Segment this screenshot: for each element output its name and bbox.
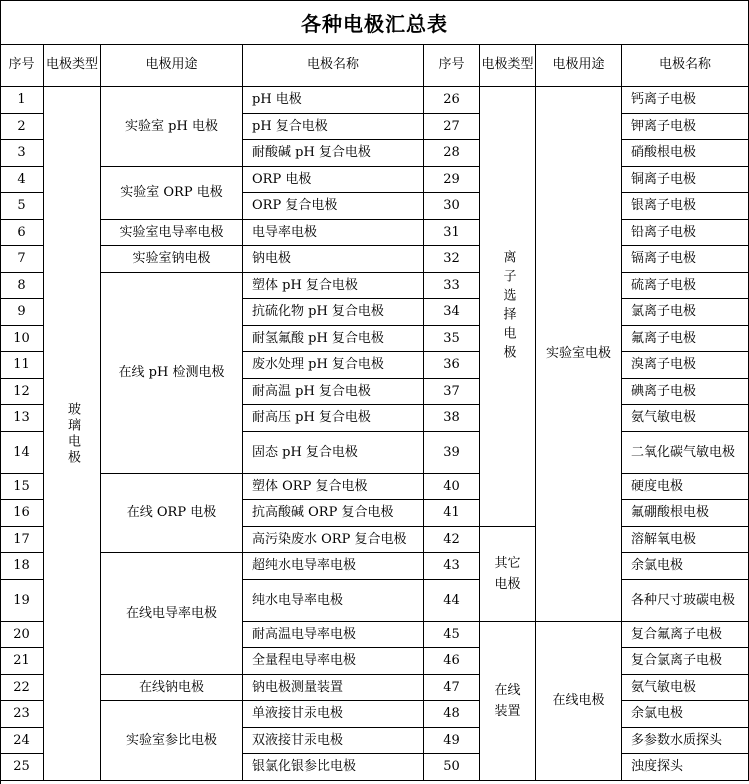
- right-serial-cell: 27: [424, 114, 480, 140]
- left-electrode-name-cell: 超纯水电导率电极: [243, 553, 424, 580]
- left-electrode-name-cell: pH 电极: [243, 87, 424, 114]
- left-serial-cell: 7: [0, 246, 44, 273]
- right-serial-cell: 33: [424, 273, 480, 299]
- right-serial-cell: 50: [424, 754, 480, 781]
- right-serial-cell: 34: [424, 299, 480, 326]
- right-electrode-name-cell: 硫离子电极: [622, 273, 749, 299]
- left-electrode-type-label: 玻璃电极: [65, 401, 80, 466]
- left-electrode-name-cell: 高污染废水 ORP 复合电极: [243, 527, 424, 553]
- right-serial-cell: 49: [424, 728, 480, 754]
- left-serial-cell: 18: [0, 553, 44, 580]
- column-header: 电极名称: [243, 44, 424, 87]
- right-electrode-name-cell: 银离子电极: [622, 193, 749, 220]
- right-serial-cell: 40: [424, 474, 480, 500]
- left-electrode-name-cell: 固态 pH 复合电极: [243, 432, 424, 474]
- left-electrode-use-cell: 实验室 pH 电极: [101, 87, 243, 167]
- right-serial-cell: 37: [424, 379, 480, 405]
- left-electrode-name-cell: pH 复合电极: [243, 114, 424, 140]
- left-serial-cell: 11: [0, 352, 44, 379]
- right-electrode-name-cell: 氟硼酸根电极: [622, 500, 749, 527]
- column-header: 电极类型: [44, 44, 101, 87]
- left-electrode-name-cell: 纯水电导率电极: [243, 580, 424, 622]
- right-electrode-type-cell: [480, 622, 536, 781]
- left-electrode-name-cell: 全量程电导率电极: [243, 648, 424, 675]
- right-electrode-type-cell: [480, 527, 536, 622]
- left-serial-cell: 14: [0, 432, 44, 474]
- left-electrode-use-cell: 实验室参比电极: [101, 701, 243, 781]
- left-electrode-use-cell: 在线电导率电极: [101, 553, 243, 675]
- left-electrode-name-cell: 银氯化银参比电极: [243, 754, 424, 781]
- right-electrode-name-cell: 镉离子电极: [622, 246, 749, 273]
- right-serial-cell: 47: [424, 675, 480, 701]
- page-title: 各种电极汇总表: [0, 0, 749, 44]
- left-serial-cell: 10: [0, 326, 44, 352]
- left-serial-cell: 23: [0, 701, 44, 728]
- left-serial-cell: 4: [0, 167, 44, 193]
- left-serial-cell: 12: [0, 379, 44, 405]
- left-electrode-use-cell: 在线 pH 检测电极: [101, 273, 243, 474]
- left-electrode-name-cell: 抗高酸碱 ORP 复合电极: [243, 500, 424, 527]
- right-electrode-name-cell: 硝酸根电极: [622, 140, 749, 167]
- right-electrode-use-cell: 在线电极: [536, 622, 622, 781]
- left-electrode-use-cell: 在线钠电极: [101, 675, 243, 701]
- right-serial-cell: 35: [424, 326, 480, 352]
- right-serial-cell: 28: [424, 140, 480, 167]
- right-electrode-name-cell: 碘离子电极: [622, 379, 749, 405]
- right-serial-cell: 38: [424, 405, 480, 432]
- left-electrode-name-cell: 塑体 pH 复合电极: [243, 273, 424, 299]
- right-electrode-name-cell: 复合氯离子电极: [622, 648, 749, 675]
- left-electrode-name-cell: 耐高压 pH 复合电极: [243, 405, 424, 432]
- right-serial-cell: 30: [424, 193, 480, 220]
- left-serial-cell: 5: [0, 193, 44, 220]
- right-electrode-name-cell: 氨气敏电极: [622, 675, 749, 701]
- right-serial-cell: 32: [424, 246, 480, 273]
- right-electrode-type-label: 在线装置: [494, 683, 521, 719]
- right-electrode-name-cell: 铜离子电极: [622, 167, 749, 193]
- right-electrode-name-cell: 铅离子电极: [622, 220, 749, 246]
- right-electrode-name-cell: 溴离子电极: [622, 352, 749, 379]
- right-serial-cell: 31: [424, 220, 480, 246]
- left-electrode-name-cell: 双液接甘汞电极: [243, 728, 424, 754]
- left-electrode-name-cell: 废水处理 pH 复合电极: [243, 352, 424, 379]
- left-electrode-use-cell: 实验室电导率电极: [101, 220, 243, 246]
- left-serial-cell: 19: [0, 580, 44, 622]
- right-electrode-name-cell: 复合氟离子电极: [622, 622, 749, 648]
- right-electrode-name-cell: 氯离子电极: [622, 299, 749, 326]
- right-serial-cell: 45: [424, 622, 480, 648]
- right-serial-cell: 36: [424, 352, 480, 379]
- right-electrode-name-cell: 各种尺寸玻碳电极: [622, 580, 749, 622]
- left-serial-cell: 22: [0, 675, 44, 701]
- left-serial-cell: 21: [0, 648, 44, 675]
- right-electrode-name-cell: 余氯电极: [622, 553, 749, 580]
- left-electrode-name-cell: 塑体 ORP 复合电极: [243, 474, 424, 500]
- column-header: 序号: [0, 44, 44, 87]
- left-electrode-name-cell: 钠电极: [243, 246, 424, 273]
- column-header: 电极用途: [536, 44, 622, 87]
- left-electrode-name-cell: 耐高温电导率电极: [243, 622, 424, 648]
- left-electrode-use-cell: 实验室 ORP 电极: [101, 167, 243, 220]
- column-header: 电极类型: [480, 44, 536, 87]
- left-electrode-name-cell: 电导率电极: [243, 220, 424, 246]
- right-electrode-name-cell: 氟离子电极: [622, 326, 749, 352]
- right-serial-cell: 44: [424, 580, 480, 622]
- right-electrode-name-cell: 多参数水质探头: [622, 728, 749, 754]
- left-electrode-use-cell: 在线 ORP 电极: [101, 474, 243, 553]
- left-serial-cell: 17: [0, 527, 44, 553]
- right-electrode-name-cell: 浊度探头: [622, 754, 749, 781]
- right-electrode-use-cell: 实验室电极: [536, 87, 622, 622]
- left-serial-cell: 15: [0, 474, 44, 500]
- left-electrode-name-cell: 抗硫化物 pH 复合电极: [243, 299, 424, 326]
- left-electrode-name-cell: 钠电极测量装置: [243, 675, 424, 701]
- right-electrode-name-cell: 钙离子电极: [622, 87, 749, 114]
- column-header: 电极名称: [622, 44, 749, 87]
- left-electrode-name-cell: 耐氢氟酸 pH 复合电极: [243, 326, 424, 352]
- left-electrode-use-cell: 实验室钠电极: [101, 246, 243, 273]
- right-electrode-name-cell: 氨气敏电极: [622, 405, 749, 432]
- right-electrode-name-cell: 余氯电极: [622, 701, 749, 728]
- right-serial-cell: 39: [424, 432, 480, 474]
- right-electrode-name-cell: 溶解氧电极: [622, 527, 749, 553]
- left-serial-cell: 13: [0, 405, 44, 432]
- left-serial-cell: 24: [0, 728, 44, 754]
- column-header: 序号: [424, 44, 480, 87]
- right-serial-cell: 29: [424, 167, 480, 193]
- left-serial-cell: 3: [0, 140, 44, 167]
- right-electrode-type-label: 其它电极: [494, 556, 521, 592]
- left-serial-cell: 6: [0, 220, 44, 246]
- right-serial-cell: 48: [424, 701, 480, 728]
- left-serial-cell: 9: [0, 299, 44, 326]
- column-header: 电极用途: [101, 44, 243, 87]
- right-electrode-name-cell: 硬度电极: [622, 474, 749, 500]
- left-electrode-name-cell: 耐高温 pH 复合电极: [243, 379, 424, 405]
- right-serial-cell: 46: [424, 648, 480, 675]
- left-serial-cell: 8: [0, 273, 44, 299]
- left-electrode-name-cell: 单液接甘汞电极: [243, 701, 424, 728]
- right-serial-cell: 42: [424, 527, 480, 553]
- right-electrode-name-cell: 钾离子电极: [622, 114, 749, 140]
- left-serial-cell: 1: [0, 87, 44, 114]
- right-electrode-type-cell: [480, 87, 536, 527]
- right-serial-cell: 41: [424, 500, 480, 527]
- left-serial-cell: 20: [0, 622, 44, 648]
- right-serial-cell: 43: [424, 553, 480, 580]
- left-electrode-name-cell: ORP 电极: [243, 167, 424, 193]
- left-electrode-type-cell: [44, 87, 101, 781]
- left-serial-cell: 25: [0, 754, 44, 781]
- right-electrode-type-label: 离子选择电极: [500, 249, 516, 364]
- right-serial-cell: 26: [424, 87, 480, 114]
- left-electrode-name-cell: 耐酸碱 pH 复合电极: [243, 140, 424, 167]
- left-serial-cell: 2: [0, 114, 44, 140]
- right-electrode-name-cell: 二氧化碳气敏电极: [622, 432, 749, 474]
- left-serial-cell: 16: [0, 500, 44, 527]
- left-electrode-name-cell: ORP 复合电极: [243, 193, 424, 220]
